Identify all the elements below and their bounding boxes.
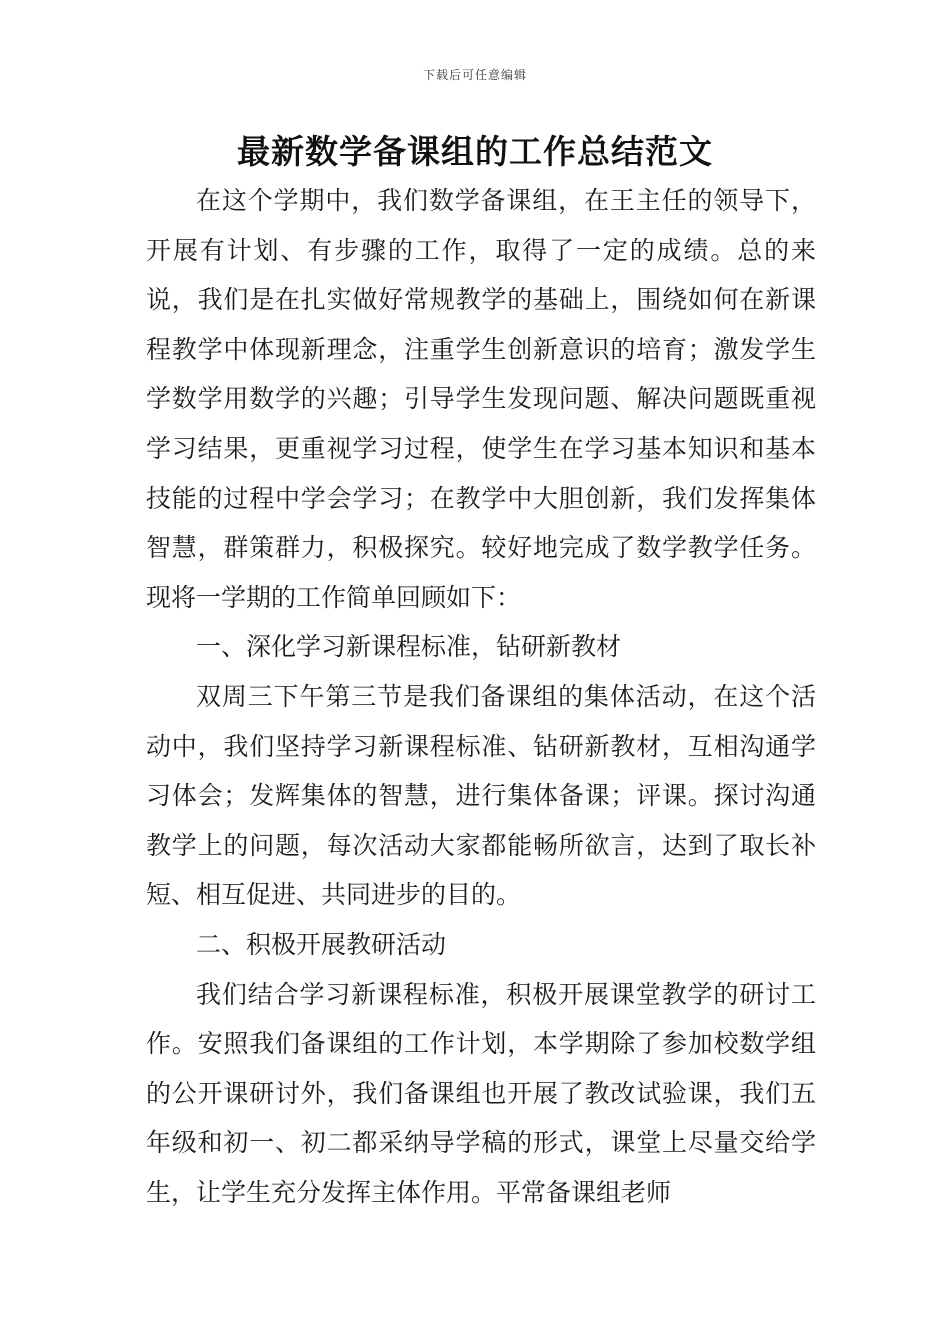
section-2-paragraph: 我们结合学习新课程标准，积极开展课堂教学的研讨工作。安照我们备课组的工作计划，本学期除了参加校数学组的公开课研讨外，我们备课组也开展了教改试验课，我们五年级和初一、初二都采纳导学稿的形式，课堂上尽量交给学生，让学生充分发挥主体作用。平常备课组老师 xyxy=(146,979,816,1207)
document-body xyxy=(146,176,816,1217)
page-header-note: 下载后可任意编辑 xyxy=(422,68,527,82)
section-1-heading: 一、深化学习新课程标准，钻研新教材 xyxy=(196,632,622,662)
section-1-paragraph: 双周三下午第三节是我们备课组的集体活动，在这个活动中，我们坚持学习新课程标准、钻研新教材，互相沟通学习体会；发辉集体的智慧，进行集体备课；评课。探讨沟通教学上的问题，每次活动大家都能畅所欲言，达到了取长补短、相互促进、共同进步的目的。 xyxy=(146,681,816,910)
document-title: 最新数学备课组的工作总结范文 xyxy=(237,132,713,171)
section-2-heading: 二、积极开展教研活动 xyxy=(196,929,447,959)
intro-paragraph: 在这个学期中，我们数学备课组，在王主任的领导下，开展有计划、有步骤的工作，取得了一定的成绩。总的来说，我们是在扎实做好常规教学的基础上，围绕如何在新课程教学中体现新理念，注重学生创新意识的培育；激发学生学数学用数学的兴趣；引导学生发现问题、解决问题既重视学习结果，更重视学习过程，使学生在学习基本知识和基本技能的过程中学会学习；在教学中大胆创新，我们发挥集体智慧，群策群力，积极探究。较好地完成了数学教学任务。现将一学期的工作简单回顾如下： xyxy=(146,186,816,612)
